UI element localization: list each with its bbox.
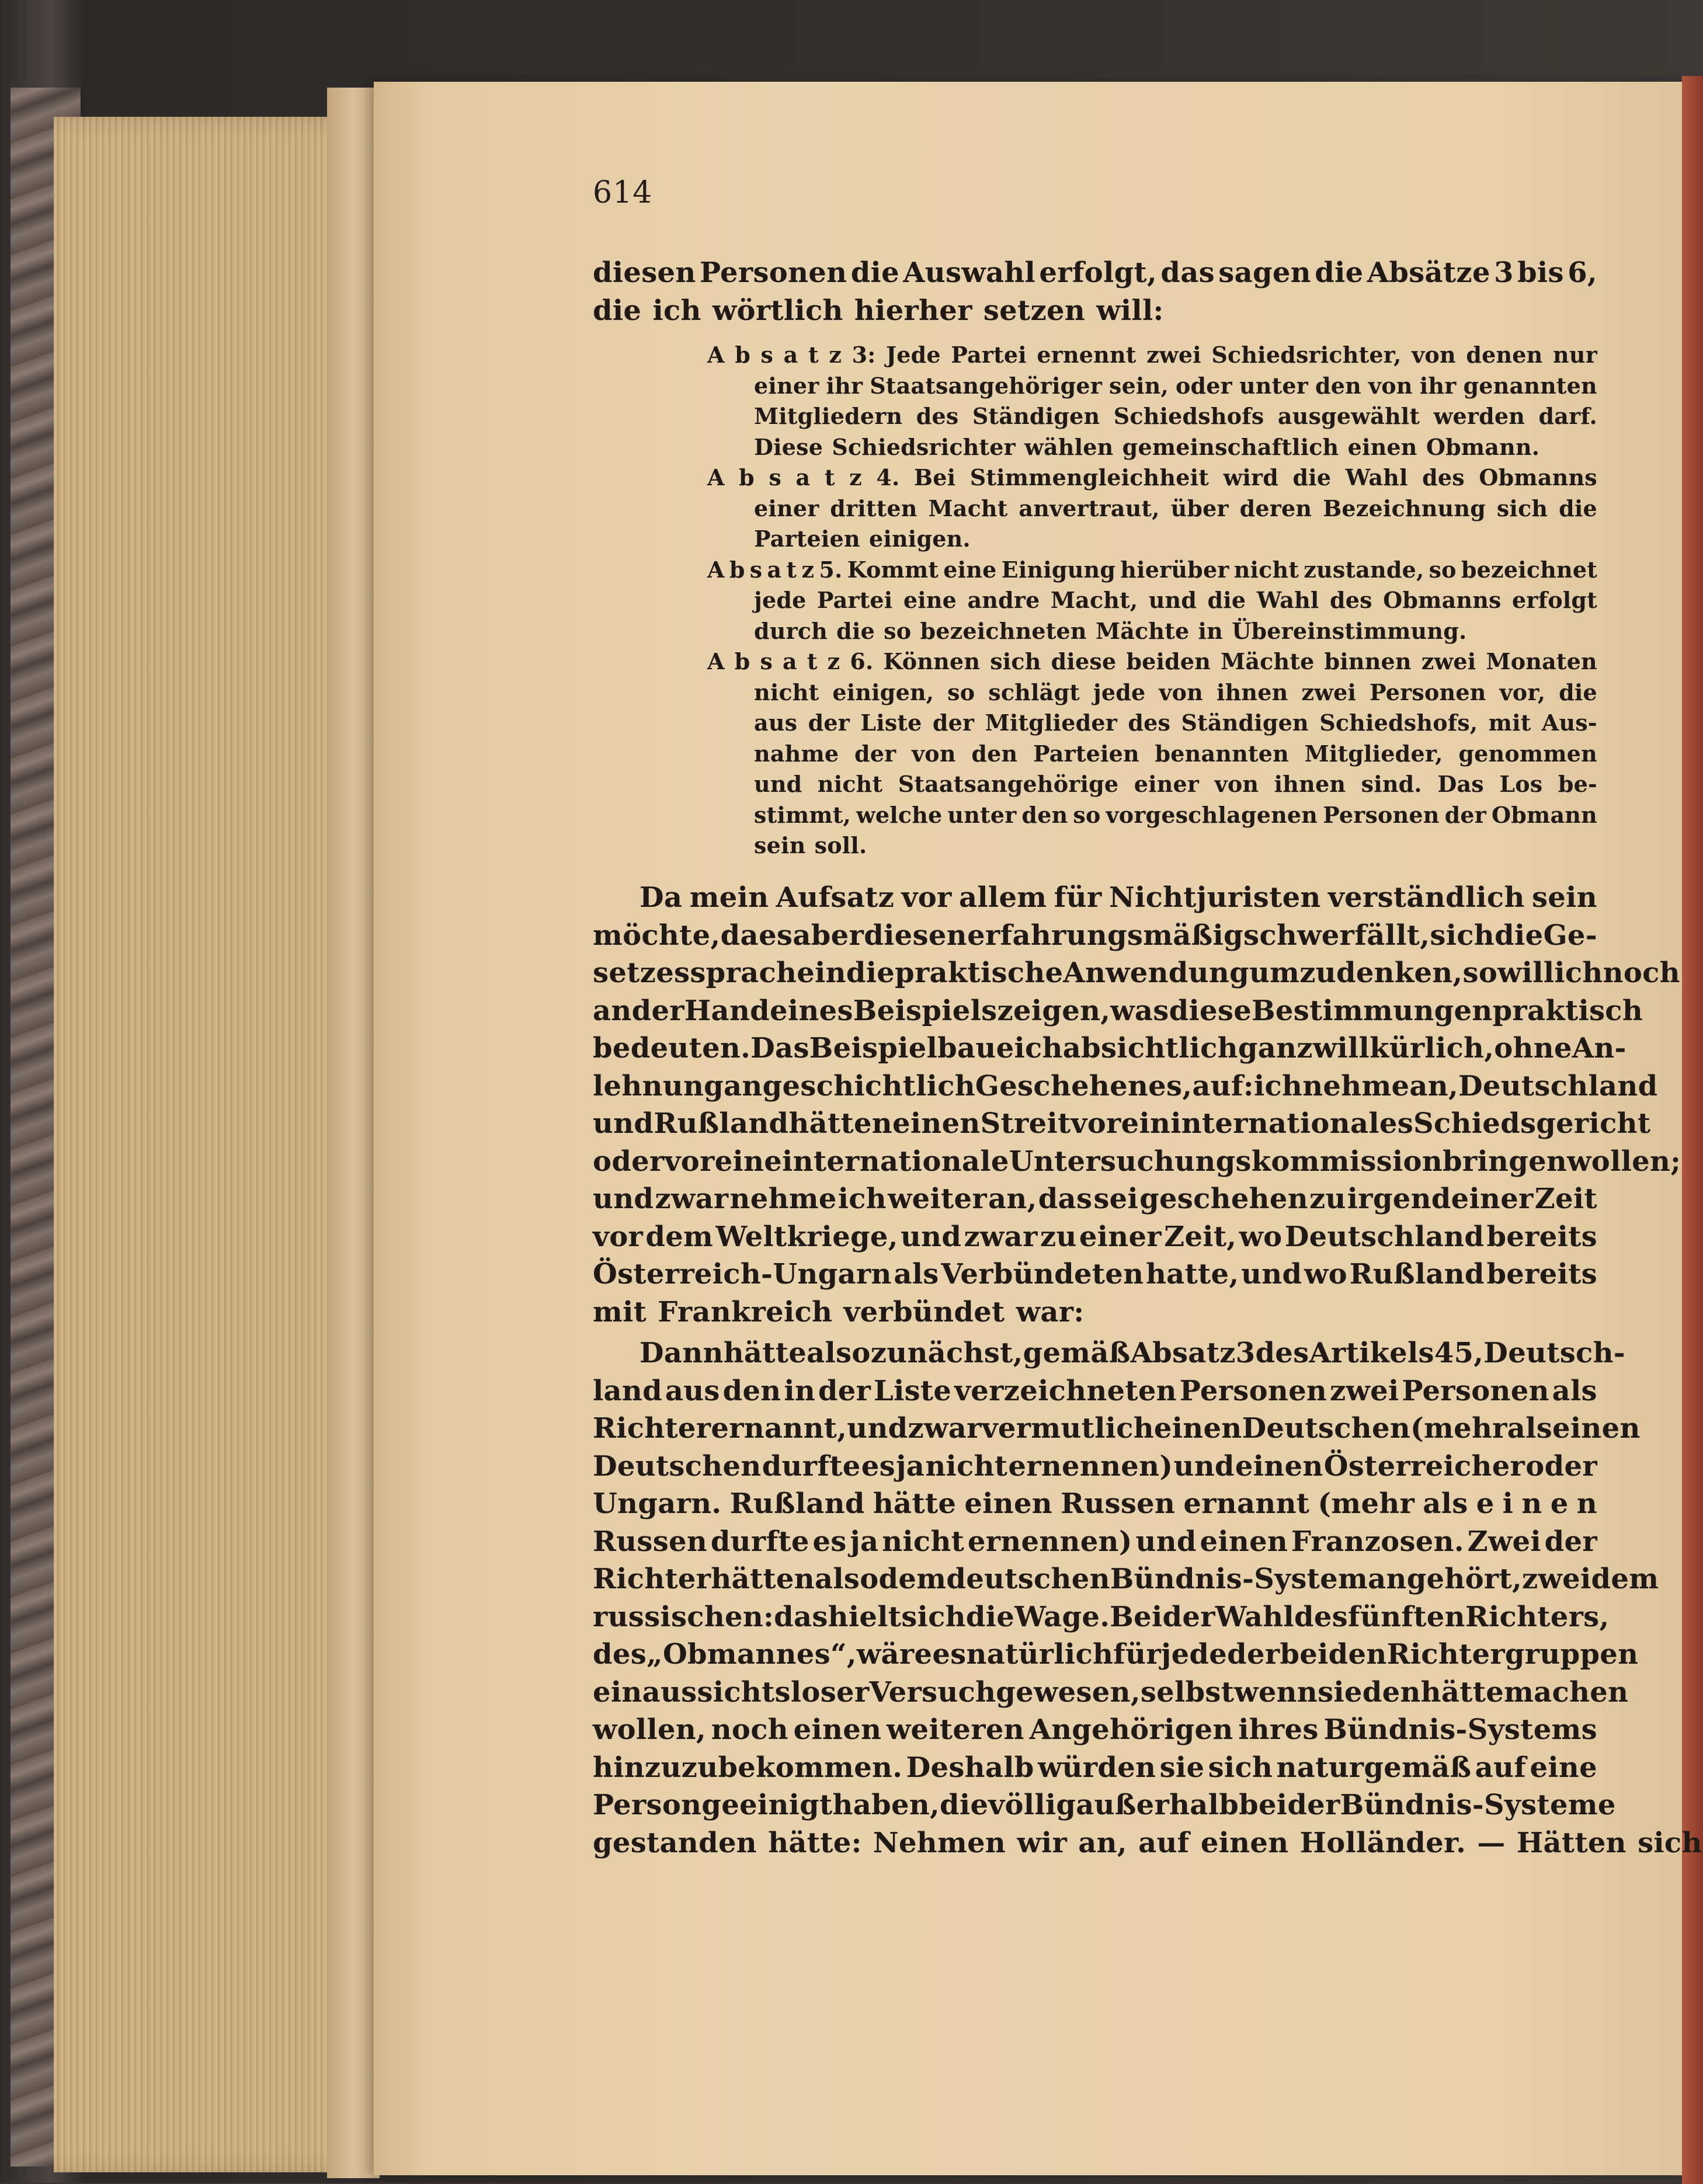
text-line: Da mein Aufsatz vor allem für Nichtjuristen verständlich sein (640, 881, 1597, 914)
page-gutter (327, 88, 380, 2178)
text-line: setzessprache in die praktische Anwendung umzudenken, so will ich noch (593, 957, 1680, 989)
text-line: wollen, noch einen weiteren Angehörigen ihres Bündnis-Systems (593, 1713, 1597, 1746)
text-line: ein aussichtsloser Versuch gewesen, selbst wenn sie den hätte machen (593, 1675, 1629, 1709)
text-line: des „Obmannes“, wäre es natürlich für jede der beiden Richtergruppen (593, 1638, 1639, 1671)
text-line: und zwar nehme ich weiter an, das sei geschehen zu irgendeiner Zeit (593, 1183, 1597, 1215)
text-line: A b s a t z 4. Bei Stimmengleichheit wird die Wahl des Obmanns (707, 464, 1597, 491)
text-line: die ich wörtlich hierher setzen will: (593, 294, 1164, 327)
paragraph-consequence (593, 1334, 1702, 1862)
text-line: Ungarn. Rußland hätte einen Russen ernannt (mehr als e i n e n (593, 1487, 1597, 1520)
text-line: vor dem Weltkriege, und zwar zu einer Zeit, wo Deutschland bereits (593, 1220, 1597, 1253)
text-line: sein soll. (754, 832, 867, 858)
text-line: mit Frankreich verbündet war: (593, 1295, 1085, 1329)
book-right-edge (1682, 76, 1703, 2184)
text-line: möchte, da es aber diesen erfahrungsmäßig schwer fällt, sich die Ge- (593, 919, 1597, 952)
text-line: land aus den in der Liste verzeichneten Personen zwei Personen als (593, 1374, 1597, 1407)
text-line: gestanden hätte: Nehmen wir an, auf einen Holländer. — Hätten sich (593, 1826, 1702, 1859)
text-line: stimmt, welche unter den so vorgeschlagenen Personen der Obmann (754, 801, 1597, 828)
text-line: jede Partei eine andre Macht, und die Wahl des Obmanns erfolgt (754, 587, 1597, 613)
text-line: Russen durfte es ja nicht ernennen) und einen Franzosen. Zwei der (593, 1525, 1597, 1558)
text-line: einer dritten Macht anvertraut, über deren Bezeichnung sich die (754, 495, 1597, 521)
text-line: Österreich-Ungarn als Verbündeten hatte, und wo Rußland bereits (593, 1258, 1597, 1291)
text-line: hinzuzubekommen. Deshalb würden sie sich naturgemäß auf eine (593, 1751, 1597, 1784)
text-line: A b s a t z 5. Kommt eine Einigung hierüber nicht zustande, so bezeichnet (707, 556, 1597, 583)
text-line: nahme der von den Parteien benannten Mitglieder, genommen (754, 740, 1597, 767)
text-line: Richter hätten also dem deutschen Bündnis-System angehört, zwei dem (593, 1563, 1659, 1595)
quoted-paragraphs (707, 340, 1597, 861)
text-line: Person geeinigt haben, die völlig außerhalb beider Bündnis-Systeme (593, 1789, 1616, 1821)
text-line: russischen: das hielt sich die Wage. Bei der Wahl des fünften Richters, (593, 1600, 1610, 1633)
page-number: 614 (593, 175, 653, 210)
text-line: und Rußland hätten einen Streit vor ein internationales Schiedsgericht (593, 1107, 1651, 1140)
paragraph-example (593, 879, 1681, 1331)
text-line: und nicht Staatsangehörige einer von ihnen sind. Das Los be- (754, 771, 1597, 797)
text-line: bedeuten. Das Beispiel baue ich absichtlich ganz willkürlich, ohne An- (593, 1032, 1626, 1065)
text-line: Mitgliedern des Ständigen Schiedshofs ausgewählt werden darf. (754, 403, 1597, 429)
text-line: lehnung an geschichtlich Geschehenes, auf: ich nehme an, Deutschland (593, 1069, 1658, 1103)
text-line: Richter ernannt, und zwar vermutlich einen Deutschen (mehr als e i n e n (593, 1412, 1641, 1445)
text-line: einer ihr Staatsangehöriger sein, oder unter den von ihr genannten (754, 372, 1597, 399)
text-line: A b s a t z 6. Können sich diese beiden Mächte binnen zwei Monaten (707, 648, 1597, 674)
text-line: oder vor eine internationale Untersuchungskommission bringen wollen; (593, 1145, 1681, 1178)
text-line: nicht einigen, so schlägt jede von ihnen zwei Personen vor, die (754, 679, 1597, 705)
paragraph-intro (593, 254, 1597, 329)
text-line: Diese Schiedsrichter wählen gemeinschaftlich einen Obmann. (754, 433, 1540, 460)
text-line: durch die so bezeichneten Mächte in Übereinstimmung. (754, 617, 1467, 644)
text-line: Deutschen durfte es ja nicht ernennen) und einen Österreicher oder (593, 1449, 1597, 1483)
text-line: diesen Personen die Auswahl erfolgt, das sagen die Absätze 3 bis 6, (593, 256, 1597, 289)
text-line: an der Hand eines Beispiels zeigen, was diese Bestimmungen praktisch (593, 994, 1643, 1027)
text-line: A b s a t z 3: Jede Partei ernennt zwei Schiedsrichter, von denen nur (707, 342, 1597, 368)
text-line: aus der Liste der Mitglieder des Ständigen Schiedshofs, mit Aus- (754, 710, 1597, 736)
text-line: Dann hätte also zunächst, gemäß Absatz 3 des Artikels 45, Deutsch- (640, 1337, 1626, 1369)
text-line: Parteien einigen. (754, 526, 971, 552)
